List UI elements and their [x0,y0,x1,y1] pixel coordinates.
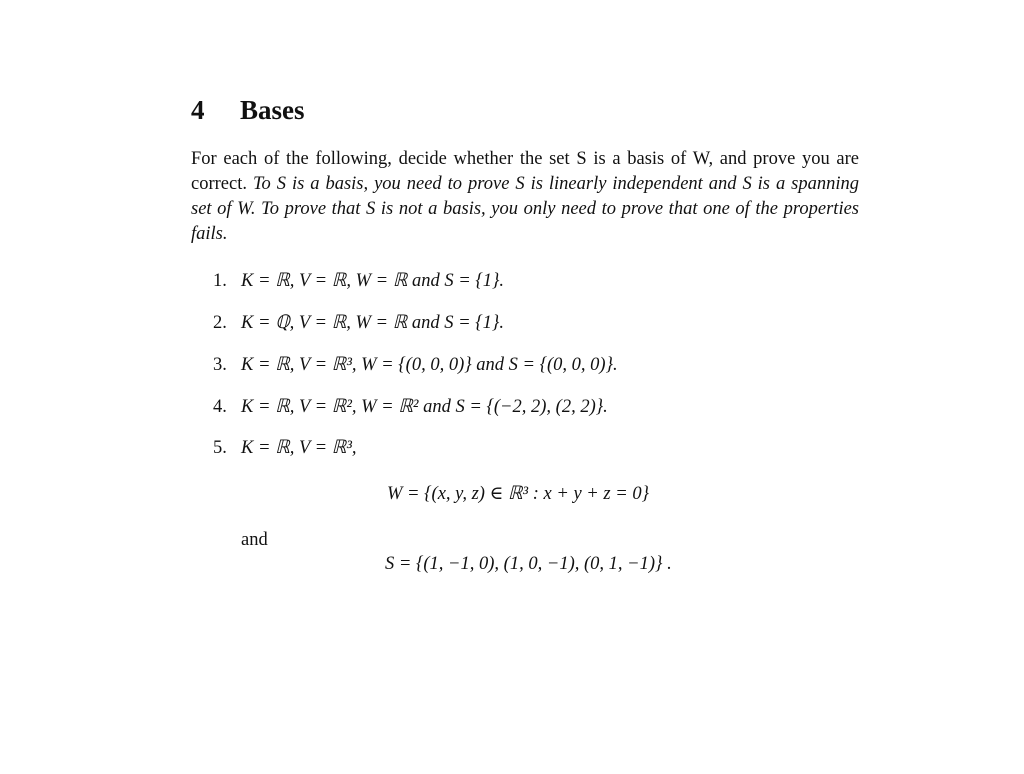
list-item [213,353,618,377]
section-number: 4 [191,95,205,125]
list-item-math: K = ℚ, V = ℝ, W = ℝ and S = {1}. [241,313,504,333]
connector-and: and [241,530,268,550]
list-item-math: K = ℝ, V = ℝ³, [241,438,357,458]
list-item-number: 1. [213,271,227,291]
list-item [213,395,608,419]
instructions-paragraph [191,147,859,247]
list-item-number: 4. [213,397,227,417]
list-item-number: 3. [213,355,227,375]
list-item-number: 2. [213,313,227,333]
list-item [213,436,357,460]
instructions-plain: For each of the following, decide whether the set S is a basis of W, and prove you are correct. [191,149,859,194]
list-item-math: K = ℝ, V = ℝ², W = ℝ² and S = {(−2, 2), (2, 2)}. [241,397,608,417]
list-item [213,311,504,335]
list-item-number: 5. [213,438,227,458]
w-set-definition: W = {(x, y, z) ∈ ℝ³ : x + y + z = 0} [387,484,649,504]
list-item-math: K = ℝ, V = ℝ, W = ℝ and S = {1}. [241,271,505,291]
instructions-italic: To S is a basis, you need to prove S is linearly independent and S is a spanning set of W. To prove that S is not a basis, you only need to prove that one of the properties fails. [191,174,860,244]
section-heading [191,95,305,126]
list-item-math: K = ℝ, V = ℝ³, W = {(0, 0, 0)} and S = {(0, 0, 0)}. [241,355,618,375]
section-title-text: Bases [240,95,305,125]
list-item [213,269,504,293]
s-set-definition: S = {(1, −1, 0), (1, 0, −1), (0, 1, −1)} . [385,554,672,574]
